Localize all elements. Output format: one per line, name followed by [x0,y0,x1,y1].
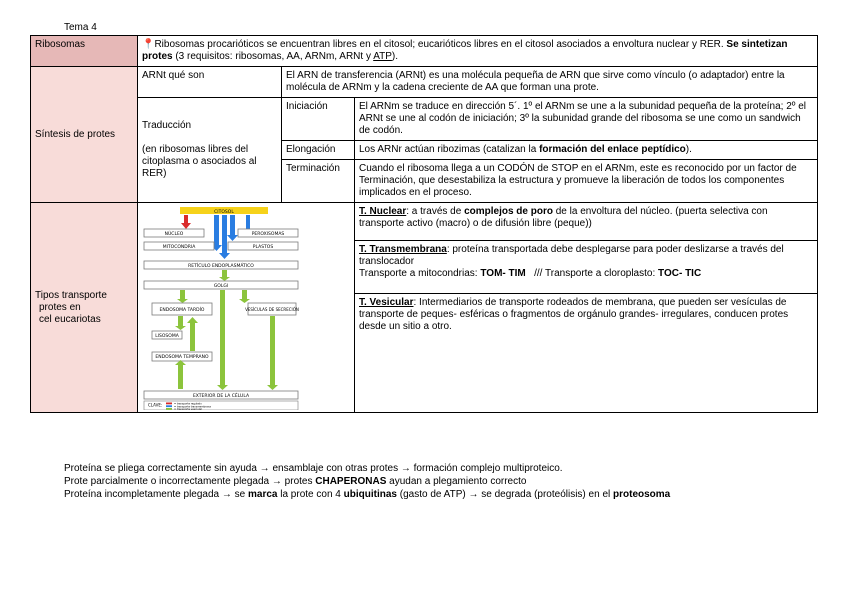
green-arrow-vesiculas-exterior [270,316,275,385]
vesicular-text: : Intermediarios de transporte rodeados de membrana, que pueden ser vesículas de transporte de peques- esféricas o fragmentos de orgánulo grandes- irregulares, conducen protes desde un sitio a otro. [359,297,789,332]
bottom-line3c: (gasto de ATP) → se degrada (proteólisis) en el [396,489,613,500]
label-arnt: ARNt qué son [138,67,282,98]
row-nuclear [31,203,818,241]
transport-diagram [142,205,300,410]
transport-diagram-cell [138,203,355,413]
plastos-label: PLASTOS [252,245,274,250]
bottom-line1: Proteína se pliega correctamente sin ayuda → ensamblaje con otras protes → formación complejo multiproteico. [64,463,563,474]
trans-text2b: /// Transporte a cloroplasto: [525,268,659,280]
blue-arrow-3-head [227,235,238,241]
bottom-notes [64,462,670,501]
blue-arrow-2-head [219,253,230,259]
green-arrow-exterior-temprano [178,365,183,389]
tipos-line3: cel eucariotas [39,313,101,325]
endosoma-tardio-label: ENDOSOMA TARDÍO [159,308,205,313]
reticulo-label: RETÍCULO ENDOPLASMÁTICO [188,264,254,269]
label-sintesis: Síntesis de protes [31,67,138,203]
label-tipos [31,203,138,413]
pushpin-icon: 📍 [142,39,155,50]
vesiculas-label: VESÍCULAS DE SECRECIÓN [245,307,299,312]
bottom-line2b: ayudan a plegamiento correcto [386,476,527,487]
green-arrow-er-golgi [222,270,227,277]
label-traduccion [138,98,282,203]
nuclear-text: : a través de [406,206,465,217]
label-ribosomas: Ribosomas [31,36,138,67]
notes-table [30,35,818,413]
mitocondria-label: MITOCONDRIA [162,245,196,250]
label-iniciacion: Iniciación [282,98,355,141]
bottom-line3-bold1: marca [248,489,278,500]
key-red-swatch [166,403,172,405]
key-green-swatch [166,408,172,410]
green-arrow-golgi-exterior [220,290,225,385]
elongacion-text2: ). [685,144,692,155]
trans-text: : proteína transportada debe desplegarse para poder deslizarse a través del translocador [359,244,784,268]
ribosomas-bold: Se sintetizan protes [142,39,788,62]
bottom-line3-bold3: proteosoma [613,489,671,500]
endosoma-temprano-label: ENDOSOMA TEMPRANO [155,355,209,360]
blue-arrow-1 [214,215,219,245]
key1-label: = transporte regulado [174,402,202,406]
trans-bold2: TOC- TIC [658,268,702,280]
trans-text2a: Transporte a mitocondrias: [359,268,481,280]
nuclear-title: T. Nuclear [359,206,407,217]
bottom-line2 [64,475,670,488]
ribosomas-text2: (3 requisitos: ribosomas, AA, ARNm, ARNt y [172,51,374,62]
green-arrow-temprano-tardio [190,323,195,351]
tipos-line1: Tipos transporte [35,289,107,301]
green-arrow-golgi-vesiculas-head [239,299,250,303]
trans-title: T. Transmembrana [359,244,447,256]
traduccion-note: (en ribosomas libres del citoplasma o asociados al RER) [142,144,257,179]
exterior-label: EXTERIOR DE LA CÉLULA [192,394,250,399]
bottom-line3b: la prote con 4 [277,489,344,500]
green-arrow-vesiculas-exterior-head [267,385,278,390]
text-nuclear [355,203,818,241]
nuclear-text2: de la envoltura del núcleo. (puerta selectiva con transporte activo (macro) o de difusión libre (peque)) [359,206,768,229]
text-vesicular [355,294,818,413]
lisosoma-label: LISOSOMA [155,334,179,339]
bottom-line3-bold2: ubiquitinas [343,489,397,500]
text-elongacion [355,141,818,160]
row-ribosomas [31,36,818,67]
red-arrow [181,215,191,229]
green-arrow-tardio-lisosoma [178,316,183,326]
traduccion-title: Traducción [142,120,192,131]
page-title: Tema 4 [64,22,97,33]
bottom-line3a: Proteína incompletamente plegada → se [64,489,248,500]
key-blue-swatch [166,405,172,407]
ribosomas-text: Ribosomas procarióticos se encuentran libres en el citosol; eucarióticos libres en el citosol asociados a envoltura nuclear y RER. [154,39,727,50]
ribosomas-text3: ). [391,51,399,62]
nuclear-bold: complejos de poro [464,206,553,217]
ribosomas-atp: ATP [373,51,392,62]
green-arrow-golgi-vesiculas [242,290,247,299]
text-ribosomas [138,36,818,67]
key3-label: = transporte vesicular [174,408,203,410]
green-arrow-er-golgi-head [219,277,230,281]
golgi-label: GOLGI [213,284,229,289]
text-arnt: El ARN de transferencia (ARNt) es una molécula pequeña de ARN que sirve como vínculo (o adaptador) entre la molécula de ARNm y la cadena creciente de AA que forman una prote. [282,67,818,98]
peroxisomas-label: PEROXISOMAS [251,232,285,237]
citosol-label: CITOSOL [214,210,234,215]
row-iniciacion [31,98,818,141]
tipos-line2: protes en [39,301,81,313]
row-arnt [31,67,818,98]
key2-label: = transporte transmembrana [174,405,211,409]
bottom-line2a: Prote parcialmente o incorrectamente plegada → protes [64,476,316,487]
label-terminacion: Terminación [282,160,355,203]
blue-arrow-4 [246,215,250,229]
nucleo-label: NÚCLEO [164,232,184,237]
trans-bold1: TOM- TIM [480,268,526,280]
green-arrow-golgi-tardio-head [177,299,188,303]
green-arrow-golgi-tardio [180,290,185,299]
key-title: CLAVE: [148,402,163,408]
text-terminacion: Cuando el ribosoma llega a un CODÓN de STOP en el ARNm, este es reconocido por un factor de Terminación, que desestabiliza la estructura y promueve la liberación de todos los componentes implicados en el proceso. [355,160,818,203]
text-iniciacion: El ARNm se traduce en dirección 5´. 1º el ARNm se une a la subunidad pequeña de la proteína; 2º el ARNt se une al codón de iniciación; 3º la subunidad grande del ribosoma se une como un sandwich de codón. [355,98,818,141]
green-arrow-temprano-tardio-head [187,317,198,323]
green-arrow-golgi-exterior-head [217,385,228,390]
text-transmembrana [355,241,818,294]
blue-arrow-3 [230,215,235,235]
blue-arrow-2 [222,215,227,253]
vesicular-title: T. Vesicular [359,297,414,308]
label-elongacion: Elongación [282,141,355,160]
elongacion-bold: formación del enlace peptídico [539,144,686,155]
elongacion-text: Los ARNr actúan ribozimas (catalizan la [359,144,540,155]
bottom-line3 [64,488,670,501]
green-arrow-tardio-lisosoma-head [175,326,186,330]
bottom-line2-bold: CHAPERONAS [315,476,387,487]
